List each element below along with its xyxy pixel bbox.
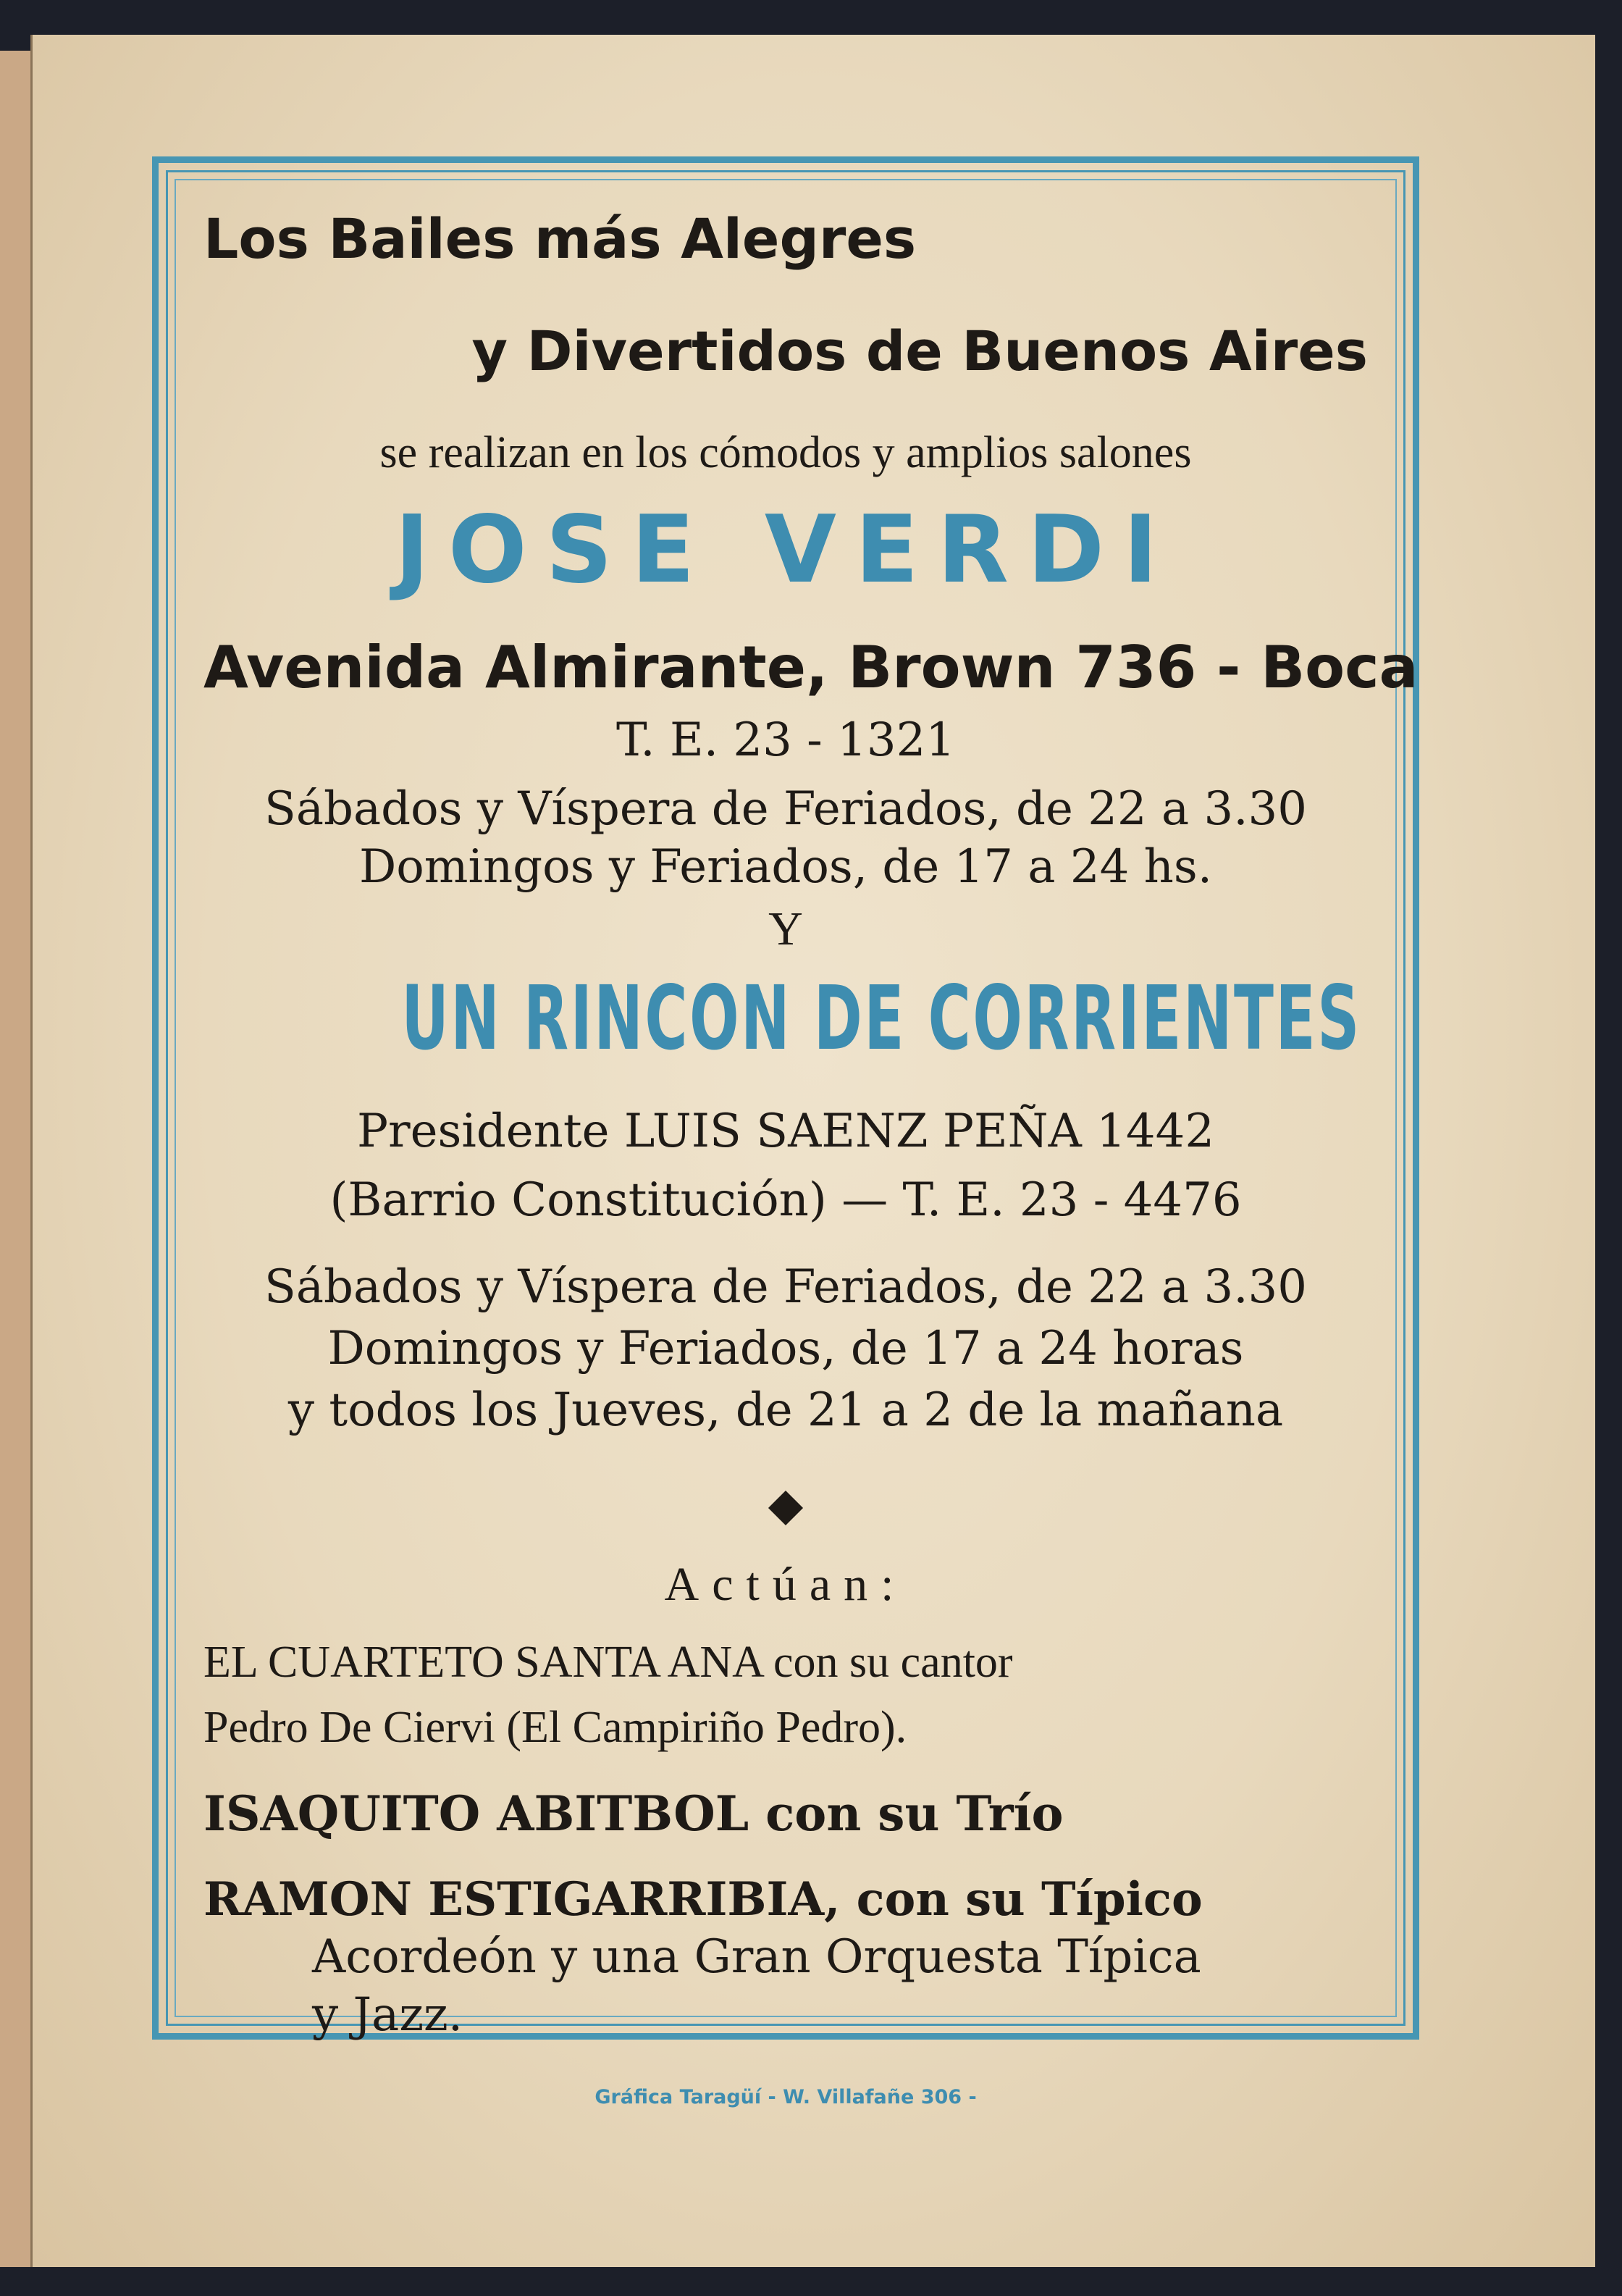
performer-2: ISAQUITO ABITBOL con su Trío <box>203 1785 1064 1842</box>
page <box>30 35 1595 2267</box>
venue-2-name: UN RINCON DE CORRIENTES <box>401 967 1361 1070</box>
performer-1-line-2: Pedro De Ciervi (El Campiriño Pedro). <box>203 1703 907 1752</box>
venue-2-schedule-1: Sábados y Víspera de Feriados, de 22 a 3.30 <box>264 1260 1307 1314</box>
diamond-ornament-icon <box>768 1491 803 1525</box>
printer-credit: Gráfica Taragüí - W. Villafañe 306 - <box>594 2086 977 2108</box>
performer-3-line-3: y Jazz. <box>312 1988 463 2042</box>
headline-1: Los Bailes más Alegres <box>203 206 917 271</box>
venue-2-schedule-2: Domingos y Feriados, de 17 a 24 horas <box>327 1322 1244 1375</box>
venue-1-schedule-2: Domingos y Feriados, de 17 a 24 hs. <box>358 840 1213 894</box>
venue-1-address: Avenida Almirante, Brown 736 - Boca <box>203 634 1419 701</box>
venue-2-schedule-3: y todos los Jueves, de 21 a 2 de la mañana <box>287 1383 1284 1437</box>
venue-2-district-phone: (Barrio Constitución) — T. E. 23 - 4476 <box>329 1173 1242 1227</box>
venue-1-name: JOSE VERDI <box>395 496 1177 604</box>
headline-2: y Divertidos de Buenos Aires <box>471 319 1368 383</box>
performer-3-line-1: RAMON ESTIGARRIBIA, con su Típico <box>203 1872 1203 1927</box>
ad-content <box>203 203 1419 2042</box>
ad-border <box>152 156 1419 2040</box>
venue-1-phone: T. E. 23 - 1321 <box>616 713 955 767</box>
venue-2-address: Presidente LUIS SAENZ PEÑA 1442 <box>356 1105 1215 1158</box>
venue-1-schedule-1: Sábados y Víspera de Feriados, de 22 a 3.30 <box>264 782 1307 836</box>
conjunction: Y <box>768 902 803 955</box>
performer-1-line-1: EL CUARTETO SANTA ANA con su cantor <box>203 1638 1013 1687</box>
performer-3-line-2: Acordeón y una Gran Orquesta Típica <box>312 1930 1201 1984</box>
performers-title: Actúan: <box>664 1558 907 1611</box>
intro-text: se realizan en los cómodos y amplios salones <box>379 428 1192 477</box>
